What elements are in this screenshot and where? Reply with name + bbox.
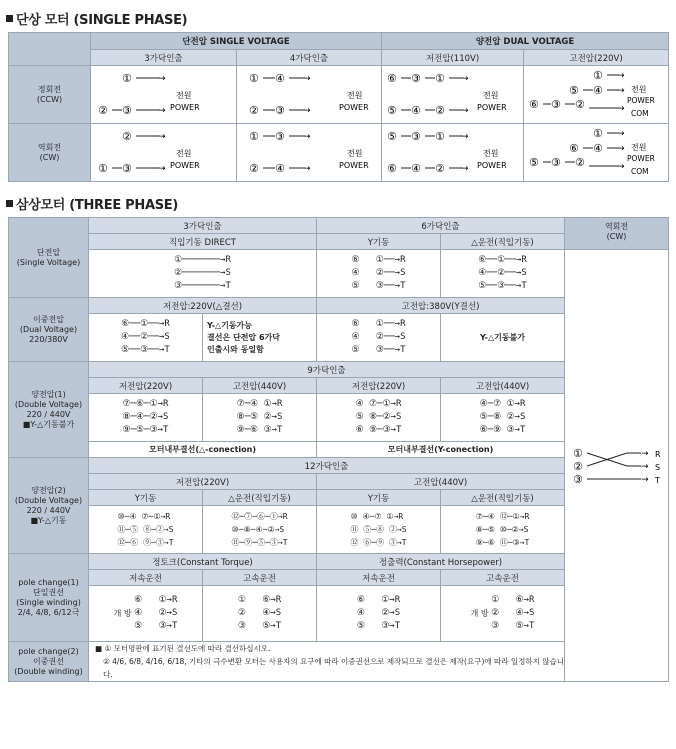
ccw-220v-diagram [524, 66, 669, 124]
sub-header-220v: 고전압(220V) [524, 50, 669, 66]
r3-d4 [441, 394, 565, 442]
c6c: ⑥ [386, 71, 397, 85]
r6-notes [89, 642, 565, 682]
r5-c4: 고속운전 [441, 570, 565, 586]
c3: ③ [121, 103, 132, 117]
sub-header-4wire: 4가닥인출 [237, 50, 382, 66]
c3g: ③ [410, 129, 421, 143]
c4b: ④ [275, 71, 285, 85]
r1-y [317, 250, 441, 298]
r5-ko2: 단일권선 [33, 587, 64, 597]
h6-header: 6가닥인출 [317, 218, 565, 234]
r6-ko1: pole change(2) [18, 646, 79, 656]
r2-low-lines-cell [89, 314, 203, 362]
single-voltage-header: 단전압 SINGLE VOLTAGE [91, 33, 382, 50]
c3b: ③ [275, 103, 285, 117]
r1-direct [89, 250, 317, 298]
power-ko-1: 전원 [175, 90, 191, 100]
cw-3wire-diagram [91, 124, 237, 182]
svg-text:→: → [617, 70, 625, 81]
svg-text:→: → [157, 163, 166, 174]
r2-note-1: Y-△기동가능 [207, 320, 253, 330]
r4-high: 고전압(440V) [317, 474, 565, 490]
c1f: ① [249, 129, 259, 143]
note-line-1: ■ ① 모터명판에 표기된 결선도에 따라 결선하십시오. [95, 644, 271, 653]
r4-c1: Y기동 [89, 490, 203, 506]
r5-d2 [203, 586, 317, 642]
r5-c3: 저속운전 [317, 570, 441, 586]
r1-delta-lines: ⑥──①──→R ④──②──→S ⑤──③──→T [478, 255, 527, 291]
r5-d3 [317, 586, 441, 642]
direct-header: 직입기동 DIRECT [89, 234, 317, 250]
c4f: ④ [275, 161, 285, 175]
r4-en2: 220 / 440V [26, 505, 71, 515]
r4-d2 [203, 506, 317, 554]
r2-note-2: 결선은 단전압 6가닥 [207, 332, 280, 342]
c1e: ① [97, 161, 108, 175]
r2-low-header: 저전압:220V(△결선) [89, 298, 317, 314]
h3-header: 3가닥인출 [89, 218, 317, 234]
r1-delta [441, 250, 565, 298]
ccw-3wire-diagram [91, 66, 237, 124]
svg-text:→: → [157, 73, 166, 84]
r2-low-note [203, 314, 317, 362]
r3-d1 [89, 394, 203, 442]
dual-voltage-header: 양전압 DUAL VOLTAGE [382, 33, 669, 50]
r5-d1 [89, 586, 203, 642]
c3e: ③ [121, 161, 132, 175]
c2f: ② [249, 161, 259, 175]
c3h: ③ [551, 155, 561, 169]
c2h: ② [575, 155, 585, 169]
cw-110v-diagram [382, 124, 524, 182]
ccw-3wire-svg [94, 68, 234, 122]
svg-text:→: → [617, 85, 625, 96]
r4-en1: (Double Voltage) [14, 495, 83, 505]
power-ko-4: 전원 [631, 84, 647, 94]
r1-ko: 단전압 [36, 247, 61, 257]
c3d: ③ [551, 97, 561, 111]
svg-text:→: → [460, 105, 469, 116]
c4g: ④ [410, 161, 421, 175]
ccw-en: (CCW) [36, 94, 63, 104]
single-phase-title [6, 9, 187, 28]
c2: ② [97, 103, 108, 117]
cw-en: (CW) [39, 152, 60, 162]
cw-ko: 역회전 [37, 142, 62, 152]
gaebang-1: 개 방 [113, 609, 132, 618]
r2-note-3: 인출시와 동일함 [207, 344, 264, 354]
r6-en1: (Double winding) [14, 666, 83, 676]
note-line-2: ② 4/6, 6/8, 4/16, 6/18, 기타의 극수변환 모터는 사용자의 요구에 따라 이중권선으로 제작되므로 결선은 제작(요구)에 따라 일정하지 않습니다. [103, 657, 564, 679]
r4-t4: ⑦─④ ⑫─①→R ⑧─⑤ ⑩─②→S ⑨─⑥ ⑪─③→T [475, 512, 530, 547]
svg-text:→: → [460, 163, 469, 174]
r3-y-conn: 모터내부결선(Y-conection) [317, 442, 565, 458]
r2-ko: 이중전압 [33, 314, 64, 324]
svg-text:→: → [640, 448, 649, 459]
power-en-1: POWER [169, 102, 200, 112]
com-1: COM [631, 108, 649, 118]
single-phase-table [8, 32, 669, 182]
svg-text:→: → [640, 461, 649, 472]
r2-label [9, 298, 89, 362]
power-en-5: POWER [169, 160, 200, 170]
cw-c2: ② [572, 459, 583, 473]
c6g: ⑥ [386, 161, 397, 175]
r1-label [9, 218, 89, 298]
r5-en2: 2/4, 4/8, 6/12극 [17, 607, 80, 617]
r6-label [9, 642, 89, 682]
cw-4wire-diagram [237, 124, 382, 182]
r1-direct-lines: ①───────→R ②───────→S ③───────→T [174, 255, 231, 291]
r4-label [9, 458, 89, 554]
c1d: ① [593, 68, 603, 82]
c2c: ② [434, 103, 445, 117]
c5d: ⑤ [569, 83, 579, 97]
single-phase-title-text: 단상 모터 (SINGLE PHASE) [16, 13, 188, 28]
cw-c3: ③ [572, 472, 583, 485]
r4-t2: ⑫─⑦─⑥─①→R ⑩─⑧─④─②→S ⑪─⑨─⑤─③→T [231, 512, 288, 547]
power-ko-7: 전원 [482, 148, 498, 158]
c6h: ⑥ [569, 141, 579, 155]
c2d: ② [575, 97, 585, 111]
cw-220v-diagram [524, 124, 669, 182]
r3-c1: 저전압(220V) [89, 378, 203, 394]
cw-diagram [565, 250, 669, 682]
cw-t: T [654, 475, 660, 485]
power-en-6: POWER [339, 160, 369, 170]
c4c: ④ [410, 103, 421, 117]
svg-text:→: → [640, 474, 649, 485]
svg-text:→: → [303, 131, 311, 142]
power-en-4: POWER [627, 95, 655, 105]
power-en-8: POWER [627, 153, 655, 163]
r2-high-note: Y-△기동불가 [441, 314, 565, 362]
r5-p4: ① ⑥→R ② ④→S ③ ⑤→T [491, 595, 535, 631]
r5-d4 [441, 586, 565, 642]
r5-p1: ⑥ ①→R ④ ②→S ⑤ ③→T [134, 595, 178, 631]
svg-text:→: → [617, 143, 625, 154]
c1c: ① [434, 71, 445, 85]
r3-head: 9가닥인출 [89, 362, 565, 378]
cw-s: S [654, 462, 660, 472]
r5-c1: 저속운전 [89, 570, 203, 586]
power-ko-6: 전원 [347, 148, 363, 158]
r3-d3 [317, 394, 441, 442]
r4-en3: ■Y-△기동 [30, 515, 67, 525]
svg-text:→: → [303, 163, 311, 174]
r4-d3 [317, 506, 441, 554]
r2-high-lines-cell [317, 314, 441, 362]
r5-ch: 정출력(Constant Horsepower) [317, 554, 565, 570]
c1h: ① [593, 126, 603, 140]
c1: ① [121, 71, 132, 85]
svg-text:→: → [157, 131, 166, 142]
r4-head: 12가닥인출 [89, 458, 565, 474]
r3-delta-conn: 모터내부결선(△-conection) [89, 442, 317, 458]
r2-en1: (Dual Voltage) [19, 324, 78, 334]
c2b: ② [249, 103, 259, 117]
delta-header: △운전(직입기동) [441, 234, 565, 250]
r4-c3: Y기동 [317, 490, 441, 506]
svg-text:→: → [617, 161, 625, 172]
c1b: ① [249, 71, 259, 85]
r2-en2: 220/380V [29, 334, 68, 344]
r4-low: 저전압(220V) [89, 474, 317, 490]
r3-en3: ■Y-△기동불가 [22, 419, 75, 429]
r4-t3: ⑩ ④─⑦ ①→R ⑪ ⑤─⑧ ②→S ⑫ ⑥─⑨ ③→T [350, 512, 407, 547]
three-phase-table [8, 217, 669, 682]
r5-c2: 고속운전 [203, 570, 317, 586]
r5-en1: (Single winding) [16, 597, 81, 607]
svg-text:→: → [617, 128, 625, 139]
svg-text:→: → [617, 103, 625, 114]
ccw-220v-svg [525, 68, 667, 122]
r5-p2: ① ⑥→R ② ④→S ③ ⑤→T [237, 595, 282, 631]
r3-n2: ⑦─④ ①→R ⑧─⑤ ②→S ⑨─⑥ ③→T [236, 399, 283, 435]
power-ko-8: 전원 [631, 142, 647, 152]
three-phase-title-text: 삼상모터 (THREE PHASE) [16, 198, 178, 213]
cw-3wire-svg [94, 126, 234, 180]
r2-low-lines: ⑥──①──→R ④──②──→S ⑤──③──→T [121, 319, 170, 355]
svg-text:→: → [303, 105, 311, 116]
cw-110v-svg [383, 126, 523, 180]
r2-high-header: 고전압:380V(Y결선) [317, 298, 565, 314]
r5-ct: 정토크(Constant Torque) [89, 554, 317, 570]
c2e: ② [121, 129, 132, 143]
r4-d4 [441, 506, 565, 554]
cw-c1: ① [572, 446, 583, 460]
r5-p3: ⑥ ①→R ④ ②→S ⑤ ③→T [356, 595, 401, 631]
r3-n1: ⑦─⑥─①→R ⑧─④─②→S ⑨─⑤─③→T [122, 399, 169, 435]
power-en-7: POWER [476, 160, 507, 170]
cw-ko-3: 역회전 [604, 222, 629, 231]
r3-en1: (Double Voltage) [14, 399, 83, 409]
row-cw-label [9, 124, 91, 182]
power-ko-5: 전원 [175, 148, 191, 158]
c3f: ③ [275, 129, 285, 143]
r4-ko: 양전압(2) [31, 485, 66, 495]
cw-header [565, 218, 669, 250]
cw-4wire-svg [239, 126, 379, 180]
r5-ko1: pole change(1) [18, 577, 79, 587]
r3-n4: ④─⑦ ①→R ⑤─⑧ ②→S ⑥─⑨ ③→T [479, 399, 526, 435]
corner-cell [9, 33, 91, 66]
c4d: ④ [593, 83, 603, 97]
ccw-110v-diagram [382, 66, 524, 124]
ccw-4wire-svg [239, 68, 379, 122]
r3-c3: 저전압(220V) [317, 378, 441, 394]
r1-en: (Single Voltage) [16, 257, 81, 267]
cw-r: R [654, 449, 661, 459]
r2-high-lines: ⑥ ①──→R ④ ②──→S ⑤ ③──→T [351, 319, 406, 355]
r4-d1 [89, 506, 203, 554]
r3-ko: 양전압(1) [31, 389, 66, 399]
svg-text:→: → [157, 105, 166, 116]
c4h: ④ [593, 141, 603, 155]
svg-text:→: → [303, 73, 311, 84]
c5h: ⑤ [529, 155, 539, 169]
c2g: ② [434, 161, 445, 175]
svg-text:→: → [460, 131, 469, 142]
y-header: Y기동 [317, 234, 441, 250]
r3-label [9, 362, 89, 458]
r6-ko2: 이중권선 [33, 656, 64, 666]
ccw-ko: 정회전 [37, 84, 62, 94]
power-ko-2: 전원 [347, 90, 363, 100]
svg-text:→: → [460, 73, 469, 84]
c1g: ① [434, 129, 445, 143]
ccw-4wire-diagram [237, 66, 382, 124]
r1-y-lines: ⑥ ①──→R ④ ②──→S ⑤ ③──→T [351, 255, 406, 291]
c5g: ⑤ [386, 129, 397, 143]
gaebang-2: 개 방 [470, 609, 489, 618]
r3-c2: 고전압(440V) [203, 378, 317, 394]
c5c: ⑤ [386, 103, 397, 117]
three-phase-title [6, 194, 178, 213]
r4-c2: △운전(직입기동) [203, 490, 317, 506]
r5-label [9, 554, 89, 642]
sub-header-110v: 저전압(110V) [382, 50, 524, 66]
power-en-2: POWER [339, 102, 369, 112]
cw-220v-svg [525, 126, 667, 180]
c6d: ⑥ [529, 97, 539, 111]
cw-en-3: (CW) [606, 232, 627, 241]
r3-n3: ④ ⑦─①→R ⑤ ⑧─②→S ⑥ ⑨─③→T [355, 399, 402, 435]
ccw-110v-svg [383, 68, 523, 122]
r3-d2 [203, 394, 317, 442]
cw-cross-svg [567, 445, 667, 485]
row-ccw-label [9, 66, 91, 124]
power-en-3: POWER [476, 102, 507, 112]
r4-t1: ⑩─④ ⑦─①→R ⑪─⑤ ⑧─②→S ⑫─⑥ ⑨─③→T [117, 512, 174, 547]
com-2: COM [631, 166, 649, 176]
power-ko-3: 전원 [482, 90, 498, 100]
r3-en2: 220 / 440V [26, 409, 71, 419]
sub-header-3wire: 3가닥인출 [91, 50, 237, 66]
r3-c4: 고전압(440V) [441, 378, 565, 394]
c3c: ③ [410, 71, 421, 85]
r4-c4: △운전(직입기동) [441, 490, 565, 506]
